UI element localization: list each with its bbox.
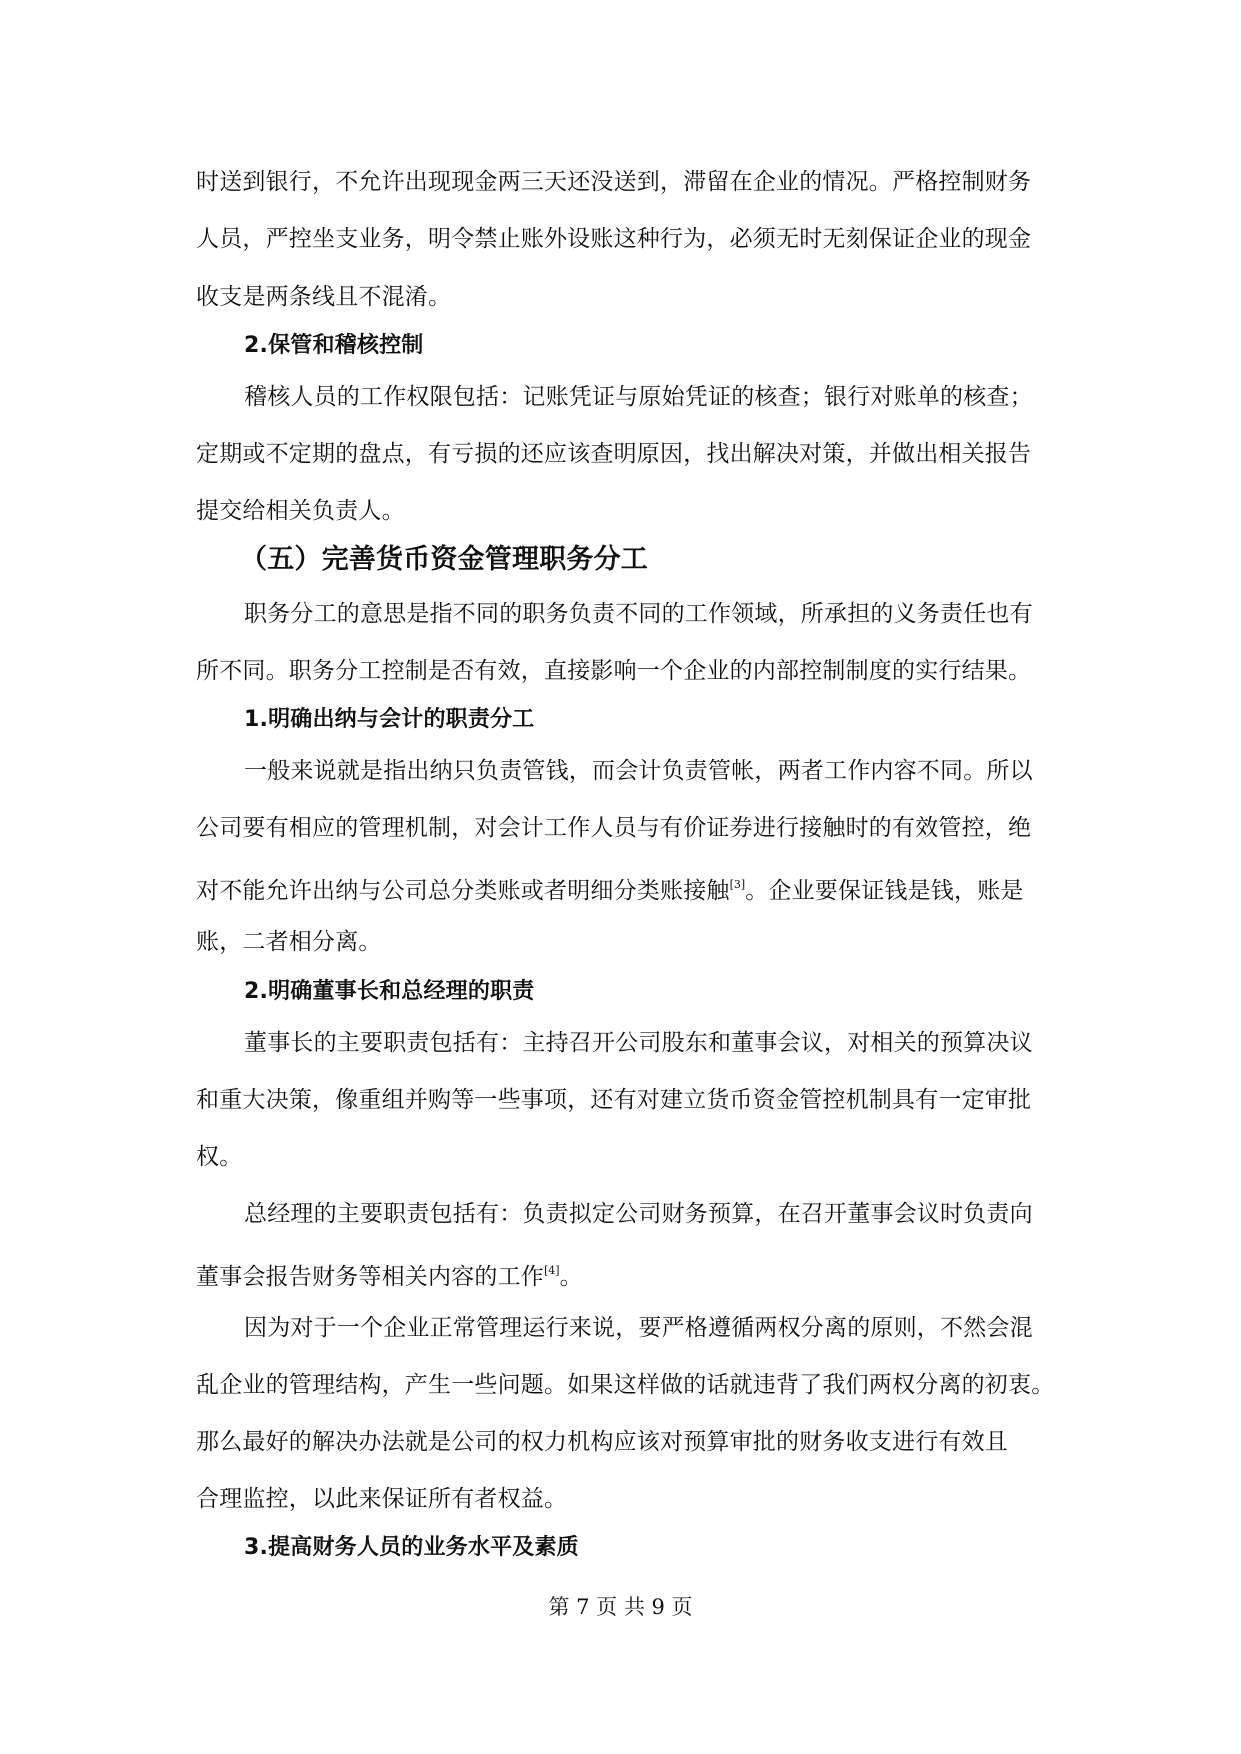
paragraph-text: 对不能允许出纳与公司总分类账或者明细分类账接触 (196, 878, 730, 904)
paragraph-line: 收支是两条线且不混淆。 (196, 284, 452, 310)
paragraph-text: 。企业要保证钱是钱，账是 (745, 878, 1024, 904)
citation-ref[interactable]: [3] (729, 878, 746, 891)
paragraph-line: 职务分工的意思是指不同的职务负责不同的工作领域，所承担的义务责任也有 (244, 601, 1033, 627)
paragraph-line: 和重大决策，像重组并购等一些事项，还有对建立货币资金管控机制具有一定审批 (196, 1087, 1032, 1113)
subheading: 3.提高财务人员的业务水平及素质 (244, 1535, 579, 1560)
paragraph-text: 。 (559, 1264, 583, 1290)
citation-ref[interactable]: [4] (544, 1264, 560, 1277)
paragraph-line: 所不同。职务分工控制是否有效，直接影响一个企业的内部控制制度的实行结果。 (196, 658, 1032, 684)
paragraph-line: 公司要有相应的管理机制，对会计工作人员与有价证券进行接触时的有效管控，绝 (196, 815, 1032, 841)
subheading: 1.明确出纳与会计的职责分工 (244, 707, 535, 732)
paragraph-line: 那么最好的解决办法就是公司的权力机构应该对预算审批的财务收支进行有效且 (196, 1429, 1008, 1455)
paragraph-line: 时送到银行，不允许出现现金两三天还没送到，滞留在企业的情况。严格控制财务 (196, 169, 1032, 195)
paragraph-line: 合理监控，以此来保证所有者权益。 (196, 1486, 568, 1512)
paragraph-line: 权。 (196, 1144, 243, 1170)
paragraph-line: 定期或不定期的盘点，有亏损的还应该查明原因，找出解决对策，并做出相关报告 (196, 441, 1032, 467)
paragraph-line: 账，二者相分离。 (196, 929, 382, 955)
paragraph-line: 提交给相关负责人。 (196, 498, 405, 524)
subheading: 2.保管和稽核控制 (244, 333, 424, 358)
paragraph-line: 稽核人员的工作权限包括：记账凭证与原始凭证的核查；银行对账单的核查； (244, 384, 1033, 410)
paragraph-line: 董事长的主要职责包括有：主持召开公司股东和董事会议，对相关的预算决议 (244, 1030, 1033, 1056)
paragraph-line (196, 869, 1024, 907)
paragraph-text: 董事会报告财务等相关内容的工作 (196, 1264, 544, 1290)
paragraph-line: 总经理的主要职责包括有：负责拟定公司财务预算，在召开董事会议时负责向 (244, 1201, 1033, 1227)
paragraph-line: 乱企业的管理结构，产生一些问题。如果这样做的话就违背了我们两权分离的初衷。 (196, 1372, 1055, 1398)
subheading: 2.明确董事长和总经理的职责 (244, 979, 535, 1004)
paragraph-line (196, 1255, 583, 1293)
paragraph-line: 一般来说就是指出纳只负责管钱，而会计负责管帐，两者工作内容不同。所以 (244, 758, 1033, 784)
section-heading: （五）完善货币资金管理职务分工 (240, 544, 648, 575)
paragraph-line: 因为对于一个企业正常管理运行来说，要严格遵循两权分离的原则，不然会混 (244, 1315, 1033, 1341)
page-number-footer: 第 7 页 共 9 页 (548, 1595, 693, 1619)
paragraph-line: 人员，严控坐支业务，明令禁止账外设账这种行为，必须无时无刻保证企业的现金 (196, 226, 1032, 252)
